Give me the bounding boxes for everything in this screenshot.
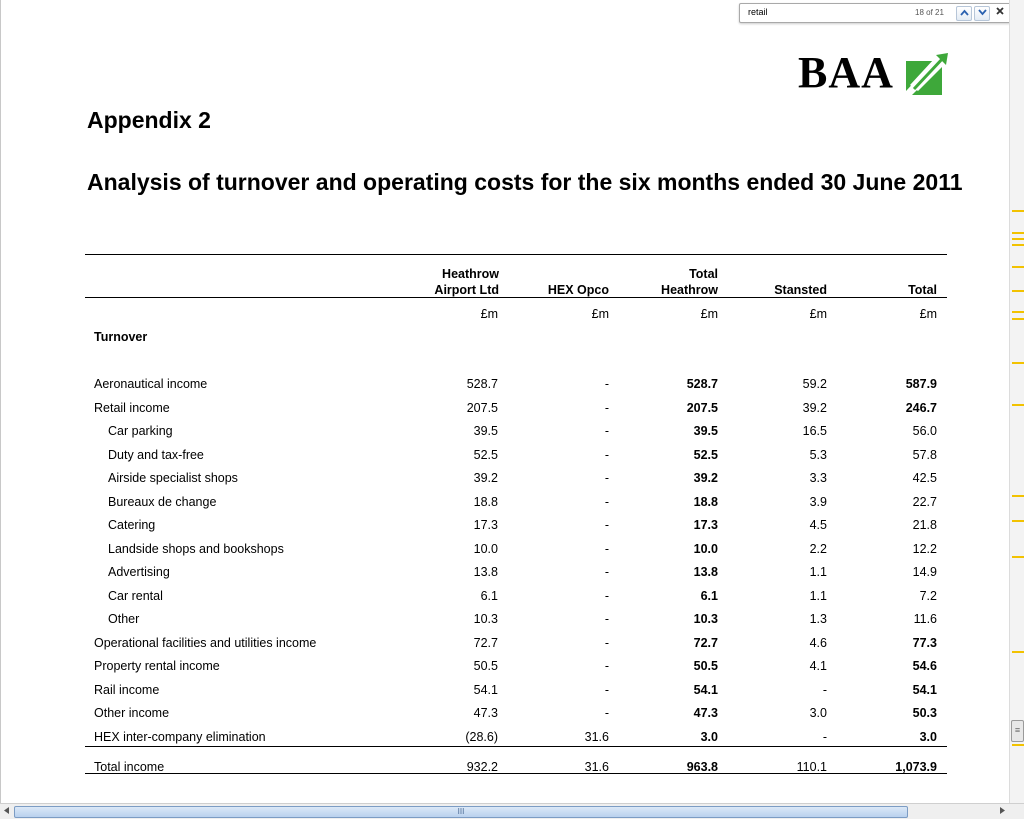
search-hit-marker xyxy=(1012,311,1024,313)
cell-total: 14.9 xyxy=(912,565,937,579)
cell-hex-opco: - xyxy=(604,494,609,509)
cell-heathrow-airport: 10.0 xyxy=(473,541,498,556)
cell-stansted: 3.0 xyxy=(809,706,827,720)
table-row xyxy=(85,702,947,725)
appendix-title: Appendix 2 xyxy=(87,107,211,133)
cell-heathrow-airport: 39.2 xyxy=(473,471,498,485)
scroll-left-button[interactable] xyxy=(1,806,12,817)
search-hit-marker xyxy=(1012,404,1024,406)
header-rule xyxy=(85,297,947,298)
cell-heathrow-airport: 207.5 xyxy=(466,400,498,415)
column-header-total: Total xyxy=(908,283,937,297)
baa-mark-icon xyxy=(906,51,950,95)
cell-stansted: 59.2 xyxy=(802,377,827,391)
row-label: Other income xyxy=(94,706,170,720)
unit-label: £m xyxy=(809,307,827,321)
cell-total: 21.8 xyxy=(912,518,937,532)
cell-heathrow-airport: 17.3 xyxy=(473,518,498,532)
cell-stansted: - xyxy=(822,682,827,697)
row-label: Car rental xyxy=(108,588,163,603)
find-match-count: 18 of 21 xyxy=(915,8,944,17)
arrow-right-icon xyxy=(1000,807,1006,814)
column-header-heathrow-airport: Heathrow Airport Ltd xyxy=(434,267,499,297)
search-hit-marker xyxy=(1012,744,1024,746)
cell-total: 42.5 xyxy=(912,471,937,485)
cell-total-heathrow: 52.5 xyxy=(693,447,718,462)
search-hit-marker xyxy=(1012,238,1024,240)
row-label: HEX inter-company elimination xyxy=(94,729,266,744)
search-hit-marker xyxy=(1012,520,1024,522)
unit-label: £m xyxy=(591,307,609,321)
search-hit-marker xyxy=(1012,210,1024,212)
table-row xyxy=(85,420,947,443)
table-row xyxy=(85,538,947,561)
row-label: Catering xyxy=(108,518,156,532)
cell-total-heathrow: 39.2 xyxy=(693,471,718,485)
row-label: Operational facilities and utilities income xyxy=(94,635,317,650)
cell-total-heathrow: 17.3 xyxy=(693,518,718,532)
cell-hex-opco: - xyxy=(604,635,609,650)
cell-heathrow-airport: (28.6) xyxy=(465,729,498,744)
page-heading: Analysis of turnover and operating costs for the six months ended 30 June 2011 xyxy=(87,169,963,195)
chevron-down-icon xyxy=(978,9,987,16)
search-hit-marker xyxy=(1012,362,1024,364)
cell-heathrow-airport: 47.3 xyxy=(473,706,498,720)
cell-total-heathrow: 3.0 xyxy=(700,729,718,744)
cell-stansted: 4.1 xyxy=(809,659,827,673)
unit-label: £m xyxy=(919,307,937,321)
cell-hex-opco: - xyxy=(604,659,609,673)
cell-total: 54.6 xyxy=(912,659,937,673)
table-row xyxy=(85,373,947,396)
cell-total-heathrow: 39.5 xyxy=(693,424,718,438)
cell-total-heathrow: 54.1 xyxy=(693,682,718,697)
cell-total-heathrow: 18.8 xyxy=(693,494,718,509)
cell-total-heathrow: 72.7 xyxy=(693,635,718,650)
cell-heathrow-airport: 50.5 xyxy=(473,659,498,673)
horizontal-scroll-thumb[interactable]: III xyxy=(14,806,908,818)
cell-hex-opco: 31.6 xyxy=(584,729,609,744)
cell-stansted: 16.5 xyxy=(802,424,827,438)
cell-total-heathrow: 963.8 xyxy=(686,760,718,774)
cell-stansted: - xyxy=(822,729,827,744)
table-row xyxy=(85,655,947,678)
baa-logo xyxy=(798,49,950,97)
cell-total-heathrow: 13.8 xyxy=(693,565,718,579)
cell-hex-opco: - xyxy=(604,588,609,603)
table-row xyxy=(85,467,947,490)
cell-stansted: 4.5 xyxy=(809,518,827,532)
cell-heathrow-airport: 6.1 xyxy=(480,588,498,603)
row-label: Advertising xyxy=(108,565,170,579)
unit-label: £m xyxy=(700,307,718,321)
cell-total: 246.7 xyxy=(905,400,937,415)
table-row xyxy=(85,491,947,514)
row-label: Other xyxy=(108,612,140,626)
cell-total: 3.0 xyxy=(919,729,937,744)
cell-total-heathrow: 6.1 xyxy=(700,588,718,603)
row-label: Aeronautical income xyxy=(94,377,208,391)
cell-stansted: 3.3 xyxy=(809,471,827,485)
search-hit-marker xyxy=(1012,495,1024,497)
unit-label: £m xyxy=(480,307,498,321)
cell-hex-opco: - xyxy=(604,400,609,415)
cell-heathrow-airport: 39.5 xyxy=(473,424,498,438)
logo-wordmark: BAA xyxy=(798,48,894,97)
column-header-stansted: Stansted xyxy=(774,283,827,297)
row-label: Landside shops and bookshops xyxy=(108,541,284,556)
cell-heathrow-airport: 13.8 xyxy=(473,565,498,579)
cell-stansted: 1.1 xyxy=(809,588,827,603)
search-hit-marker xyxy=(1012,232,1024,234)
close-icon xyxy=(996,7,1004,15)
search-hit-marker xyxy=(1012,651,1024,653)
search-hit-marker xyxy=(1012,318,1024,320)
cell-total-heathrow: 10.3 xyxy=(693,612,718,626)
cell-total: 1,073.9 xyxy=(895,760,937,774)
cell-hex-opco: - xyxy=(604,682,609,697)
search-hit-marker xyxy=(1012,266,1024,268)
cell-total: 11.6 xyxy=(913,612,937,626)
row-label: Property rental income xyxy=(94,659,220,673)
find-query[interactable]: retail xyxy=(748,7,768,17)
cell-heathrow-airport: 54.1 xyxy=(473,682,498,697)
cell-heathrow-airport: 932.2 xyxy=(466,760,498,774)
table-row xyxy=(85,561,947,584)
search-hit-marker xyxy=(1012,556,1024,558)
cell-total: 587.9 xyxy=(905,377,937,391)
table-row xyxy=(85,608,947,631)
cell-total-heathrow: 47.3 xyxy=(693,706,718,720)
cell-stansted: 2.2 xyxy=(809,541,827,556)
row-label: Rail income xyxy=(94,682,160,697)
table-bottom-rule xyxy=(85,773,947,774)
cell-heathrow-airport: 18.8 xyxy=(473,494,498,509)
scroll-right-button[interactable] xyxy=(997,806,1008,817)
cell-heathrow-airport: 72.7 xyxy=(473,635,498,650)
table-top-rule xyxy=(85,254,947,255)
table-row xyxy=(85,632,947,655)
cell-stansted: 4.6 xyxy=(809,635,827,650)
cell-total: 54.1 xyxy=(912,682,937,697)
cell-stansted: 1.3 xyxy=(809,612,827,626)
column-header-total-heathrow: Total Heathrow xyxy=(661,267,718,297)
search-hit-marker xyxy=(1012,290,1024,292)
cell-total: 7.2 xyxy=(919,588,937,603)
find-close-button[interactable] xyxy=(994,6,1006,19)
row-label: Total income xyxy=(94,760,165,774)
cell-hex-opco: - xyxy=(604,447,609,462)
table-row xyxy=(85,397,947,420)
cell-heathrow-airport: 52.5 xyxy=(473,447,498,462)
cell-total: 57.8 xyxy=(912,447,937,462)
total-income-row xyxy=(85,756,947,779)
cell-hex-opco: - xyxy=(604,612,609,626)
cell-hex-opco: - xyxy=(604,471,609,485)
row-label: Airside specialist shops xyxy=(108,471,238,485)
cell-total-heathrow: 207.5 xyxy=(686,400,718,415)
cell-total: 56.0 xyxy=(912,424,937,438)
subtotal-rule xyxy=(85,746,947,747)
cell-total: 12.2 xyxy=(912,541,937,556)
section-title: Turnover xyxy=(94,330,148,344)
cell-total-heathrow: 528.7 xyxy=(686,377,718,391)
cell-hex-opco: - xyxy=(604,706,609,720)
column-header-hex-opco: HEX Opco xyxy=(547,283,609,297)
cell-stansted: 110.1 xyxy=(796,760,827,774)
cell-stansted: 1.1 xyxy=(809,565,827,579)
row-label: Retail income xyxy=(94,400,170,415)
search-hit-marker xyxy=(1012,244,1024,246)
table-row xyxy=(85,585,947,608)
cell-total: 50.3 xyxy=(912,706,937,720)
row-label: Bureaux de change xyxy=(108,494,217,509)
cell-total: 22.7 xyxy=(912,494,937,509)
cell-total-heathrow: 50.5 xyxy=(693,659,718,673)
horizontal-scrollbar[interactable] xyxy=(0,803,1024,819)
cell-hex-opco: - xyxy=(604,424,609,438)
table-row xyxy=(85,679,947,702)
cell-hex-opco: 31.6 xyxy=(584,760,609,774)
cell-hex-opco: - xyxy=(604,541,609,556)
find-previous-button[interactable] xyxy=(956,6,972,21)
table-row xyxy=(85,444,947,467)
vertical-scroll-thumb[interactable]: ≡ xyxy=(1011,720,1024,742)
find-next-button[interactable] xyxy=(974,6,990,21)
vertical-scrollbar[interactable] xyxy=(1009,0,1024,804)
cell-stansted: 39.2 xyxy=(802,400,827,415)
cell-hex-opco: - xyxy=(604,377,609,391)
cell-stansted: 3.9 xyxy=(809,494,827,509)
cell-hex-opco: - xyxy=(604,565,609,579)
cell-stansted: 5.3 xyxy=(809,447,827,462)
arrow-left-icon xyxy=(4,807,10,814)
cell-total: 77.3 xyxy=(912,635,937,650)
cell-hex-opco: - xyxy=(604,518,609,532)
cell-heathrow-airport: 528.7 xyxy=(466,377,498,391)
table-row xyxy=(85,514,947,537)
chevron-up-icon xyxy=(960,9,969,16)
row-label: Duty and tax-free xyxy=(108,447,204,462)
find-bar[interactable] xyxy=(739,3,1011,23)
row-label: Car parking xyxy=(108,424,173,438)
cell-total-heathrow: 10.0 xyxy=(693,541,718,556)
cell-heathrow-airport: 10.3 xyxy=(473,612,498,626)
